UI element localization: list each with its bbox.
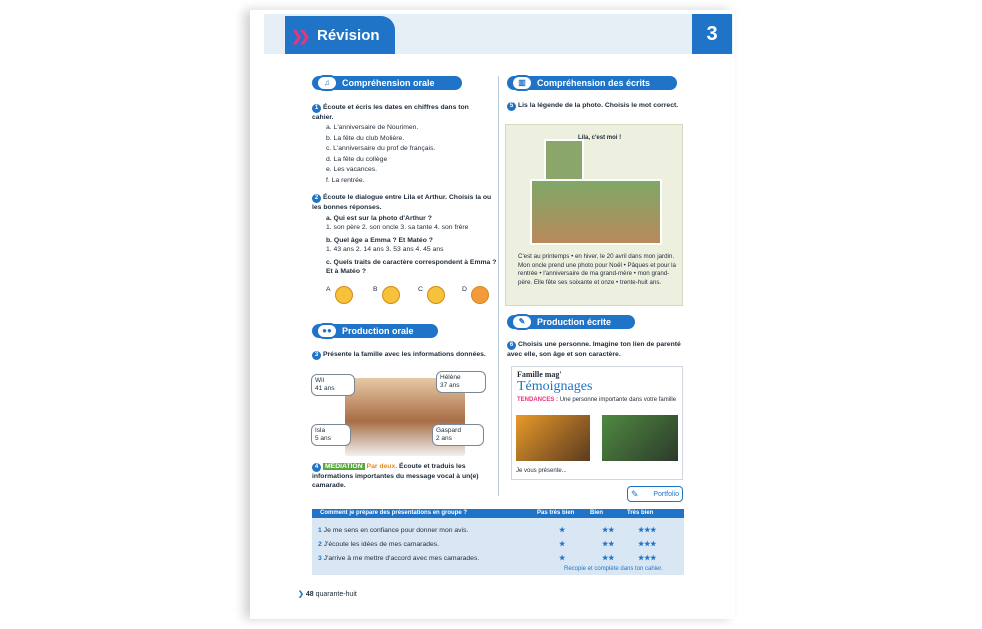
portfolio-icon: ✎	[631, 489, 639, 499]
section-oral-production: ●● Production orale	[312, 324, 438, 338]
angry-emoji-icon	[427, 286, 445, 304]
photo-legend: C'est au printemps • en hiver, le 20 avril dans mon jardin. Mon oncle prend une photo pour Noël • Pâques et pour la rentrée • l'anniversaire de ma grand-mère • mon grand-père. Elle fête ses soixante et onze • trente-huit ans.	[518, 253, 676, 286]
section-oral-comprehension: ♫ Compréhension orale	[312, 76, 462, 90]
book-icon: ▥	[511, 75, 533, 91]
star-rating: ★	[559, 555, 566, 562]
portrait-photo	[516, 415, 590, 461]
graduate-emoji-icon	[335, 286, 353, 304]
label-gaspard: Gaspard 2 ans	[432, 424, 484, 446]
star-rating: ★	[559, 541, 566, 548]
table-header: Comment je prépare des présentations en groupe ? Pas très bien Bien Très bien	[312, 509, 684, 518]
ex1-instruction: 1 Écoute et écris les dates en chiffres dans ton cahier.	[312, 104, 469, 121]
pen-icon: ✎	[511, 314, 533, 330]
star-rating: ★★	[602, 527, 615, 534]
chevron-right-icon: ❯	[298, 591, 304, 598]
mediation-badge: MÉDIATION	[325, 463, 363, 470]
table-row: 1 Je me sens en confiance pour donner mon avis.	[318, 527, 469, 534]
magazine-mockup: Famille mag' Témoignages TENDANCES : Une personne importante dans votre famille Je vous présente...	[511, 366, 683, 480]
family-party-photo	[530, 179, 662, 245]
table-note: Recopie et complète dans ton cahier.	[564, 566, 663, 572]
label-isla: Isla 5 ans	[311, 424, 351, 446]
ear-icon: ♫	[316, 75, 338, 91]
star-rating: ★★★	[638, 541, 657, 548]
list-item: a. L'anniversaire de Nourimen.	[326, 124, 419, 131]
list-item: f. La rentrée.	[326, 176, 365, 184]
speech-bubbles-icon: ●●	[316, 323, 338, 339]
column-divider	[498, 76, 499, 496]
ex3-instruction: 3 Présente la famille avec les informations données.	[312, 350, 492, 360]
section-title: Révision	[317, 26, 380, 44]
star-rating: ★	[559, 527, 566, 534]
star-rating: ★★	[602, 555, 615, 562]
star-rating: ★★	[602, 541, 615, 548]
section-title-tab	[285, 16, 395, 54]
photo-card	[505, 124, 683, 306]
ex-number: 1	[312, 104, 321, 113]
ex2-instruction: 2 Écoute le dialogue entre Lila et Arthur. Choisis la ou les bonnes réponses.	[312, 194, 492, 211]
option-letter: C	[418, 286, 423, 293]
portrait-photo	[602, 415, 678, 461]
party-emoji-icon	[382, 286, 400, 304]
ex1-list	[326, 123, 496, 186]
ex2-questions: a. Qui est sur la photo d'Arthur ? 1. son père 2. son oncle 3. sa tante 4. son frère b. Quel âge a Emma ? Et Matéo ? 1. 43 ans 2. 14 ans 3. 53 ans 4. 45 ans c. Quels traits de caractère correspondent à Emma ? Et à Matéo ?	[326, 215, 497, 275]
option-letter: D	[462, 286, 467, 293]
section-written-comprehension: ▥ Compréhension des écrits	[507, 76, 677, 90]
star-rating: ★★★	[638, 555, 657, 562]
label-helene: Hélène 37 ans	[436, 371, 486, 393]
star-rating: ★★★	[638, 527, 657, 534]
page-number-words: quarante-huit	[315, 591, 357, 598]
option-letter: A	[326, 286, 331, 293]
table-row: 2 J'écoute les idées de mes camarades.	[318, 541, 440, 548]
list-item: b. La fête du club Molière.	[326, 134, 405, 142]
label-wil: Wil 41 ans	[311, 374, 355, 396]
ex5-instruction: 5 Lis la légende de la photo. Choisis le mot correct.	[507, 101, 682, 111]
list-item: d. La fête du collège	[326, 155, 388, 163]
portrait-photo	[544, 139, 584, 183]
option-letter: B	[373, 286, 378, 293]
sad-emoji-icon	[471, 286, 489, 304]
self-evaluation-table	[312, 509, 684, 575]
ex6-instruction: 6 Choisis une personne. Imagine ton lien de parenté avec elle, son âge et son caractère.	[507, 341, 681, 358]
unit-number: 3	[692, 14, 732, 54]
portfolio-badge: ✎ Portfolio	[627, 486, 683, 502]
page-number: 48	[305, 591, 314, 598]
list-item: e. Les vacances.	[326, 166, 378, 173]
ex4-instruction: 4 MÉDIATION Par deux. Écoute et traduis les informations importantes du message vocal à un(e) camarade.	[312, 463, 479, 489]
page-footer	[298, 590, 357, 598]
photo-caption: Lila, c'est moi !	[578, 135, 622, 141]
table-row: 3 J'arrive à me mettre d'accord avec mes camarades.	[318, 555, 480, 562]
double-chevron-icon: ❯❯	[291, 28, 307, 44]
list-item: c. L'anniversaire du prof de français.	[326, 145, 436, 152]
section-written-production: ✎ Production écrite	[507, 315, 635, 329]
